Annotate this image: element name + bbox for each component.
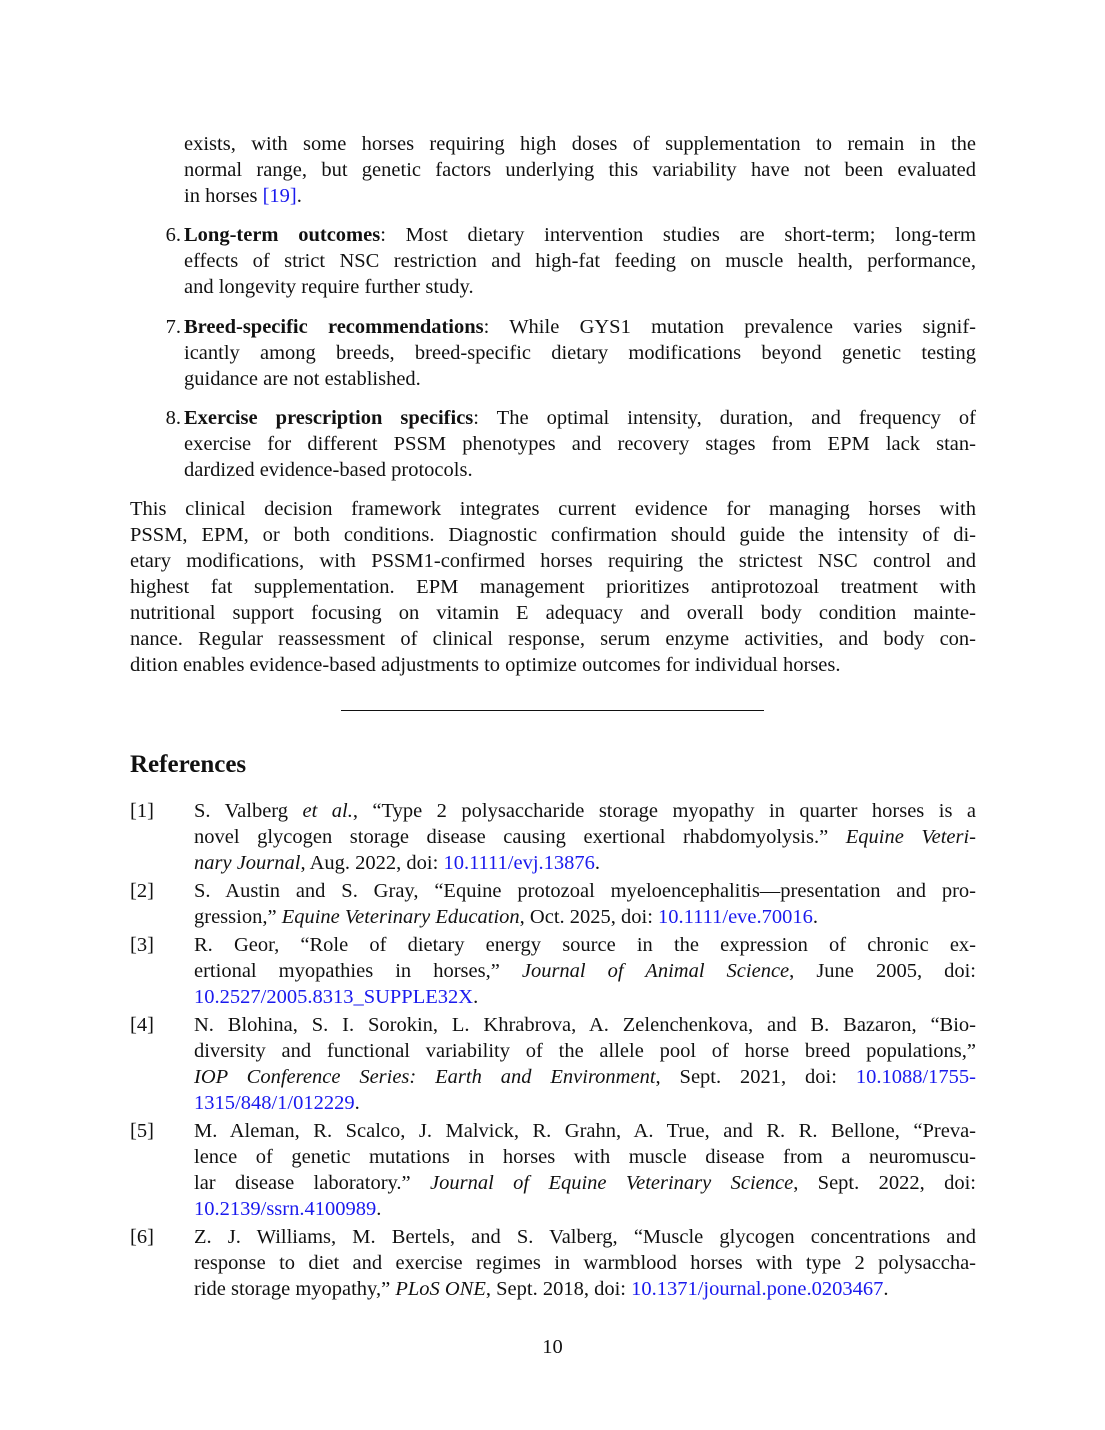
doi-link[interactable]: 10.2139/ssrn.4100989 [194,1198,377,1220]
list-number: 7. [165,316,181,338]
text-line: gression,” Equine Veterinary Education, Oct. 2025, doi: 10.1111/eve.70016. [194,906,819,928]
reference-number: [4] [130,1014,154,1036]
doi-link-continued[interactable]: 1315/848/1/012229 [194,1092,355,1114]
text-line: N. Blohina, S. I. Sorokin, L. Khrabrova, A. Zelenchenkova, and B. Bazaron, “Bio- [194,1014,976,1036]
reference-number: [1] [130,800,154,822]
section-divider [341,710,764,711]
summary-paragraph [130,496,976,678]
text-line: lar disease laboratory.” Journal of Equine Veterinary Science, Sept. 2022, doi: [194,1172,976,1194]
text-line: nutritional support focusing on vitamin E adequacy and overall body condition mainte- [130,602,976,624]
text-line: nance. Regular reassessment of clinical response, serum enzyme activities, and body con- [130,628,976,650]
list-number: 6. [165,224,181,246]
reference-number: [6] [130,1226,154,1248]
doi-link[interactable]: 10.1111/evj.13876 [443,852,595,874]
doi-link[interactable]: 10.1111/eve.70016 [658,906,813,928]
text-line: Breed-specific recommendations: While GYS1 mutation prevalence varies signif- [184,316,976,338]
page-number: 10 [542,1336,563,1358]
references-heading: References [130,751,247,778]
reference-number: [3] [130,934,154,956]
text-line: in horses [19]. [184,185,302,207]
item-title: Long-term outcomes [184,224,381,246]
item-title: Exercise prescription specifics [184,407,474,429]
reference-number: [5] [130,1120,154,1142]
text-line: 10.2527/2005.8313_SUPPLE32X. [194,986,479,1008]
text-line: Z. J. Williams, M. Bertels, and S. Valberg, “Muscle glycogen concentrations and [194,1226,976,1248]
text-line: and longevity require further study. [184,276,474,298]
text-line: Exercise prescription specifics: The optimal intensity, duration, and frequency of [184,407,976,429]
text-line: dardized evidence-based protocols. [184,459,473,481]
text-line: etary modifications, with PSSM1-confirmed horses requiring the strictest NSC control and [130,550,976,572]
text-line: normal range, but genetic factors underlying this variability have not been evaluated [184,159,976,181]
text-line: PSSM, EPM, or both conditions. Diagnostic confirmation should guide the intensity of di- [130,524,976,546]
doi-link[interactable]: 10.1088/1755- [855,1066,976,1088]
text-line: Long-term outcomes: Most dietary intervention studies are short-term; long-term [184,224,977,246]
text-line: exercise for different PSSM phenotypes and recovery stages from EPM lack stan- [184,433,976,455]
text-line: icantly among breeds, breed-specific dietary modifications beyond genetic testing [184,342,976,364]
list-number: 8. [165,407,181,429]
text-line: highest fat supplementation. EPM management prioritizes antiprotozoal treatment with [130,576,976,598]
text-line: 10.2139/ssrn.4100989. [194,1198,382,1220]
doi-link[interactable]: 10.1371/journal.pone.0203467 [631,1278,884,1300]
text-line: R. Geor, “Role of dietary energy source in the expression of chronic ex- [194,934,976,956]
text-line: IOP Conference Series: Earth and Environment, Sept. 2021, doi: 10.1088/1755- [194,1066,976,1088]
text-line: S. Austin and S. Gray, “Equine protozoal myeloencephalitis—presentation and pro- [194,880,976,902]
text-line: guidance are not established. [184,368,421,390]
list-item-continuation [184,131,976,209]
text-line: lence of genetic mutations in horses with muscle disease from a neuromuscu- [194,1146,976,1168]
text-line: ertional myopathies in horses,” Journal of Animal Science, June 2005, doi: [194,960,977,982]
text-line: response to diet and exercise regimes in warmblood horses with type 2 polysaccha- [194,1252,976,1274]
reference-number: [2] [130,880,154,902]
text-line: M. Aleman, R. Scalco, J. Malvick, R. Grahn, A. True, and R. R. Bellone, “Preva- [194,1120,976,1142]
citation-link-19[interactable]: [19] [262,185,297,207]
text-line: This clinical decision framework integrates current evidence for managing horses with [130,498,976,520]
text-line: nary Journal, Aug. 2022, doi: 10.1111/evj.13876. [194,852,601,874]
item-title: Breed-specific recommendations [184,316,484,338]
text-line: S. Valberg et al., “Type 2 polysaccharide storage myopathy in quarter horses is a [194,800,976,822]
text-line: 1315/848/1/012229. [194,1092,360,1114]
text-line: exists, with some horses requiring high doses of supplementation to remain in the [184,133,976,155]
text-line: ride storage myopathy,” PLoS ONE, Sept. 2018, doi: 10.1371/journal.pone.0203467. [194,1278,889,1300]
text-line: diversity and functional variability of the allele pool of horse breed populations,” [194,1040,976,1062]
text-line: novel glycogen storage disease causing exertional rhabdomyolysis.” Equine Veteri- [194,826,976,848]
text-line: effects of strict NSC restriction and high-fat feeding on muscle health, performance, [184,250,976,272]
doi-link[interactable]: 10.2527/2005.8313_SUPPLE32X [194,986,474,1008]
text-line: dition enables evidence-based adjustments to optimize outcomes for individual horses. [130,654,841,676]
